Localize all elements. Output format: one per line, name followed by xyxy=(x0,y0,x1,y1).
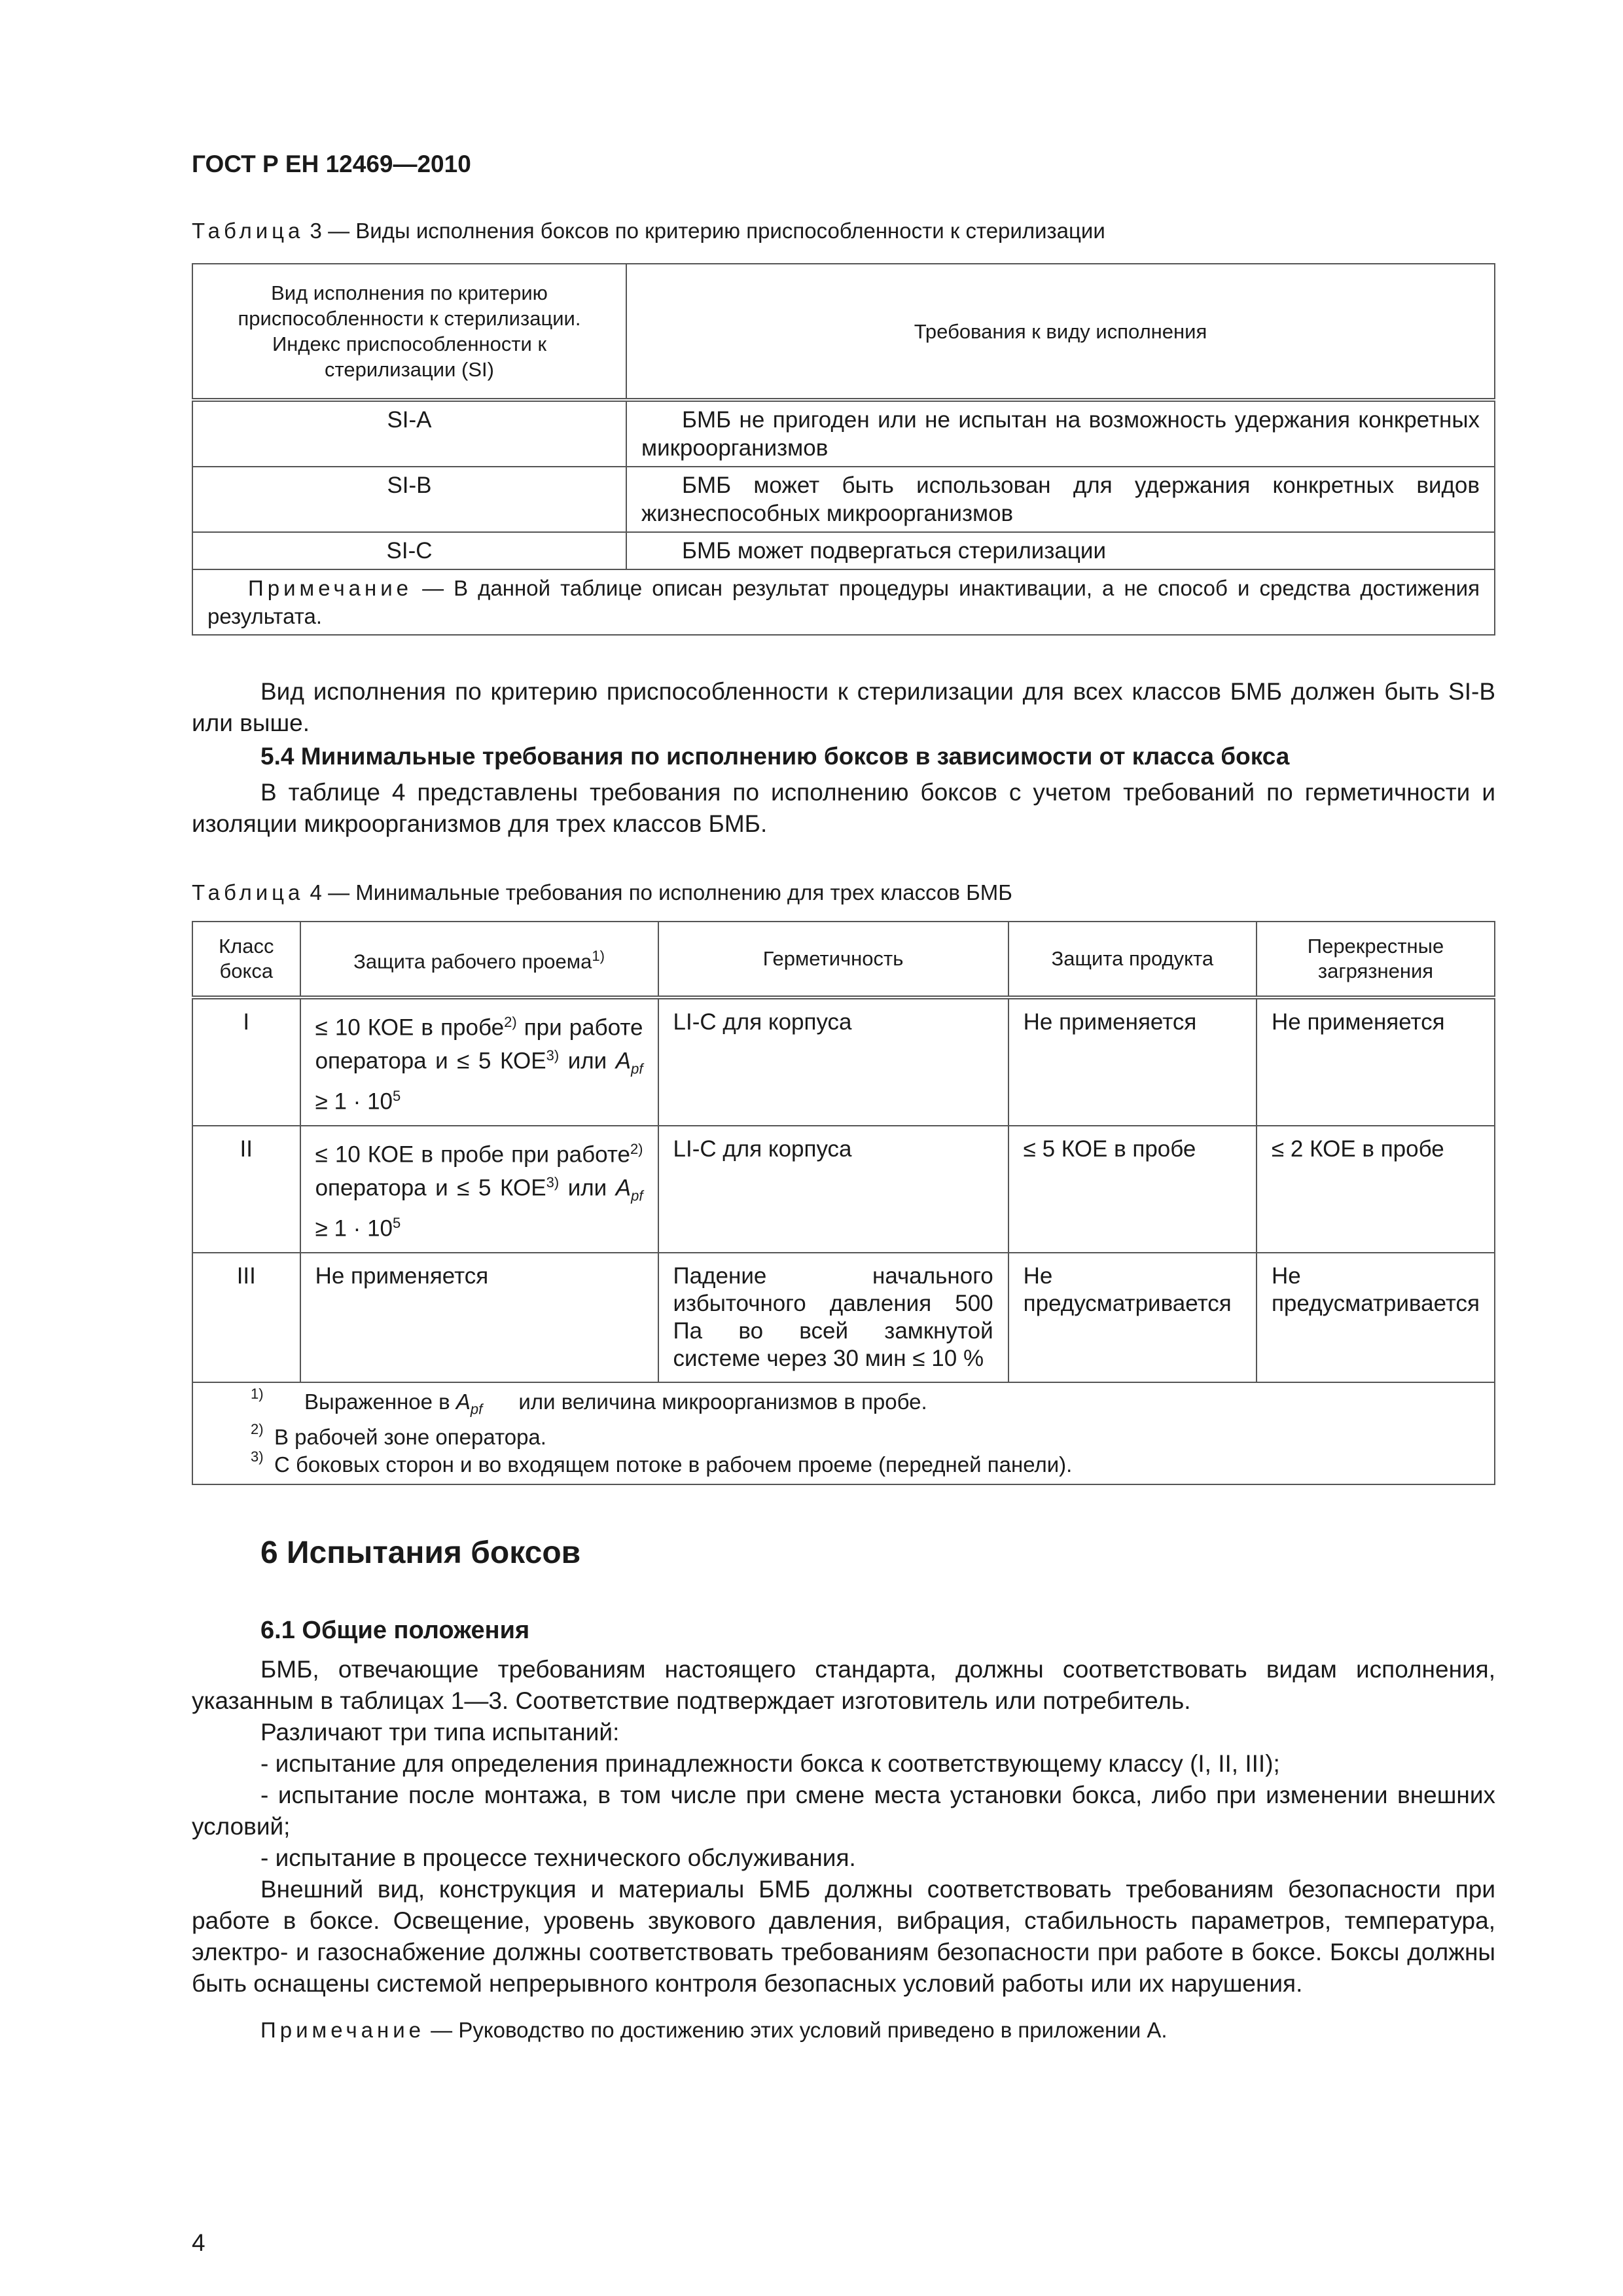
section-6-heading: 6 Испытания боксов xyxy=(260,1535,581,1570)
table4-caption xyxy=(192,880,1495,905)
apf-subscript: pf xyxy=(470,1401,483,1418)
list-item: - испытание для определения принадлежности бокса к соответствующему классу (I, II, III); xyxy=(260,1749,1280,1777)
footnote-text-part: или величина микроорганизмов в пробе. xyxy=(512,1389,927,1414)
apf-symbol: A xyxy=(615,1048,632,1074)
table4-header-sealing: Герметичность xyxy=(658,922,1008,997)
final-note-text: — Руководство по достижению этих условий приведено в приложении А. xyxy=(425,2017,1168,2042)
table4-sealing-cell: LI-C для корпуса xyxy=(658,1126,1008,1253)
footnote-mark: 3) xyxy=(251,1448,264,1465)
table4-product-cell: Не применяется xyxy=(1008,997,1257,1126)
footnote-ref: 3) xyxy=(546,1174,560,1191)
table4-header-row xyxy=(192,922,1495,997)
footnote-text: В рабочей зоне оператора. xyxy=(274,1424,546,1449)
protection-text: или xyxy=(559,1175,616,1201)
page-number: 4 xyxy=(192,2229,205,2256)
paragraph: Вид исполнения по критерию приспособленности к стерилизации для всех классов БМБ должен быть SI-B или выше. xyxy=(192,678,1495,736)
final-note xyxy=(260,2018,1495,2043)
apf-subscript: pf xyxy=(631,1060,643,1077)
document-page xyxy=(192,151,1495,2043)
list-item: - испытание после монтажа, в том числе при смене места установки бокса, либо при изменении внешних условий; xyxy=(192,1781,1495,1840)
table4-caption-text: 4 — Минимальные требования по исполнению для трех классов БМБ xyxy=(304,880,1012,905)
apf-subscript: pf xyxy=(631,1187,643,1204)
footnote xyxy=(204,1420,1484,1451)
table3-caption-text: 3 — Виды исполнения боксов по критерию приспособленности к стерилизации xyxy=(304,219,1105,243)
table4-header-class: Класс бокса xyxy=(192,922,300,997)
table4-cross-cell: Не применяется xyxy=(1257,997,1495,1126)
footnote-ref: 2) xyxy=(504,1014,517,1030)
table3-requirement-cell: БМБ может подвергаться стерилизации xyxy=(626,532,1495,569)
table3-note-row xyxy=(192,569,1495,635)
table4-product-cell: Не предусматривается xyxy=(1008,1253,1257,1382)
table4-sealing-cell: LI-C для корпуса xyxy=(658,997,1008,1126)
table3-caption xyxy=(192,219,1495,243)
table-row xyxy=(192,400,1495,467)
table4-class-cell: II xyxy=(192,1126,300,1253)
table4-protection-cell xyxy=(300,1126,658,1253)
table4 xyxy=(192,921,1495,1485)
footnote-mark: 1) xyxy=(251,1385,264,1402)
table3-caption-word: Таблица xyxy=(192,219,304,243)
protection-text: оператора и ≤ 5 КОЕ xyxy=(315,1175,546,1201)
protection-text: ≤ 10 КОЕ в пробе при работе xyxy=(315,1141,630,1168)
table4-sealing-cell: Падение начального избыточного давления 500 Па во всей замкнутой системе через 30 мин ≤ 10 % xyxy=(658,1253,1008,1382)
table-row xyxy=(192,1126,1495,1253)
table3-index-cell: SI-A xyxy=(192,400,626,467)
table4-header-protection xyxy=(300,922,658,997)
apf-symbol: A xyxy=(455,1389,471,1414)
table4-header-cross: Перекрестные загрязнения xyxy=(1257,922,1495,997)
table4-protection-cell xyxy=(300,997,658,1126)
section-6-1-heading: 6.1 Общие положения xyxy=(260,1616,530,1644)
protection-text: ≤ 10 КОЕ в пробе xyxy=(315,1014,505,1041)
table4-cross-cell: ≤ 2 КОЕ в пробе xyxy=(1257,1126,1495,1253)
final-note-word: Примечание xyxy=(260,2017,425,2042)
exponent: 5 xyxy=(393,1215,401,1232)
table4-class-cell: I xyxy=(192,997,300,1126)
footnote-text-part: Выраженное в xyxy=(304,1389,456,1414)
table4-footnotes xyxy=(192,1382,1495,1484)
table4-footnotes-row xyxy=(192,1382,1495,1484)
footnote-text xyxy=(274,1389,927,1418)
footnote xyxy=(204,1385,1484,1424)
table3-requirement-cell: БМБ не пригоден или не испытан на возможность удержания конкретных микроорганизмов xyxy=(626,400,1495,467)
list-item: - испытание в процессе технического обслуживания. xyxy=(260,1844,856,1871)
table4-header-protection-text: Защита рабочего проема xyxy=(353,950,592,973)
paragraph: В таблице 4 представлены требования по исполнению боксов с учетом требований по герметичности и изоляции микроорганизмов для трех классов БМБ. xyxy=(192,779,1495,837)
table3-note-text: — В данной таблице описан результат процедуры инактивации, а не способ и средства достижения результата. xyxy=(207,576,1480,628)
table-row xyxy=(192,532,1495,569)
table4-header-product: Защита продукта xyxy=(1008,922,1257,997)
table3-col2-header: Требования к виду исполнения xyxy=(626,264,1495,400)
table3-col1-header: Вид исполнения по критерию приспособленности к стерилизации. Индекс приспособленности к стерилизации (SI) xyxy=(192,264,626,400)
table-row xyxy=(192,1253,1495,1382)
apf-symbol: A xyxy=(615,1175,632,1201)
section-5-4-heading: 5.4 Минимальные требования по исполнению боксов в зависимости от класса бокса xyxy=(260,743,1290,770)
protection-text: при работе оператора и ≤ 5 КОЕ xyxy=(315,1014,643,1074)
table3-note xyxy=(192,569,1495,635)
table4-class-cell: III xyxy=(192,1253,300,1382)
protection-text: или xyxy=(559,1048,616,1074)
document-header: ГОСТ Р ЕН 12469—2010 xyxy=(192,151,471,177)
protection-text: ≥ 1 · 10 xyxy=(315,1088,393,1115)
table-row xyxy=(192,997,1495,1126)
table4-caption-word: Таблица xyxy=(192,880,304,905)
table4-product-cell: ≤ 5 КОЕ в пробе xyxy=(1008,1126,1257,1253)
footnote-mark: 2) xyxy=(251,1420,264,1437)
table3-requirement-cell: БМБ может быть использован для удержания конкретных видов жизнеспособных микроорганизмов xyxy=(626,467,1495,532)
table3-index-cell: SI-C xyxy=(192,532,626,569)
paragraph: Различают три типа испытаний: xyxy=(260,1718,620,1746)
table3-index-cell: SI-B xyxy=(192,467,626,532)
table3-header-row xyxy=(192,264,1495,400)
table4-protection-cell: Не применяется xyxy=(300,1253,658,1382)
footnote-ref: 2) xyxy=(630,1140,643,1157)
paragraph: Внешний вид, конструкция и материалы БМБ должны соответствовать требованиям безопасности при работе в боксе. Освещение, уровень звукового давления, вибрация, стабильность параметров, температура, электро- и газоснабжение должны соответствовать требованиям безопасности при работе в боксе. Боксы должны быть оснащены системой непрерывного контроля безопасных условий работы или их нарушения. xyxy=(192,1875,1495,1997)
table-row xyxy=(192,467,1495,532)
footnote-ref: 1) xyxy=(592,947,605,964)
footnote xyxy=(204,1448,1484,1479)
table3 xyxy=(192,263,1495,636)
footnote-text: С боковых сторон и во входящем потоке в рабочем проеме (передней панели). xyxy=(274,1452,1073,1477)
paragraph: БМБ, отвечающие требованиям настоящего стандарта, должны соответствовать видам исполнения, указанным в таблицах 1—3. Соответствие подтверждает изготовитель или потребитель. xyxy=(192,1655,1495,1714)
table4-cross-cell: Не предусматривается xyxy=(1257,1253,1495,1382)
exponent: 5 xyxy=(393,1088,401,1105)
table3-note-word: Примечание xyxy=(248,576,413,600)
footnote-ref: 3) xyxy=(546,1047,560,1064)
protection-text: ≥ 1 · 10 xyxy=(315,1215,393,1242)
